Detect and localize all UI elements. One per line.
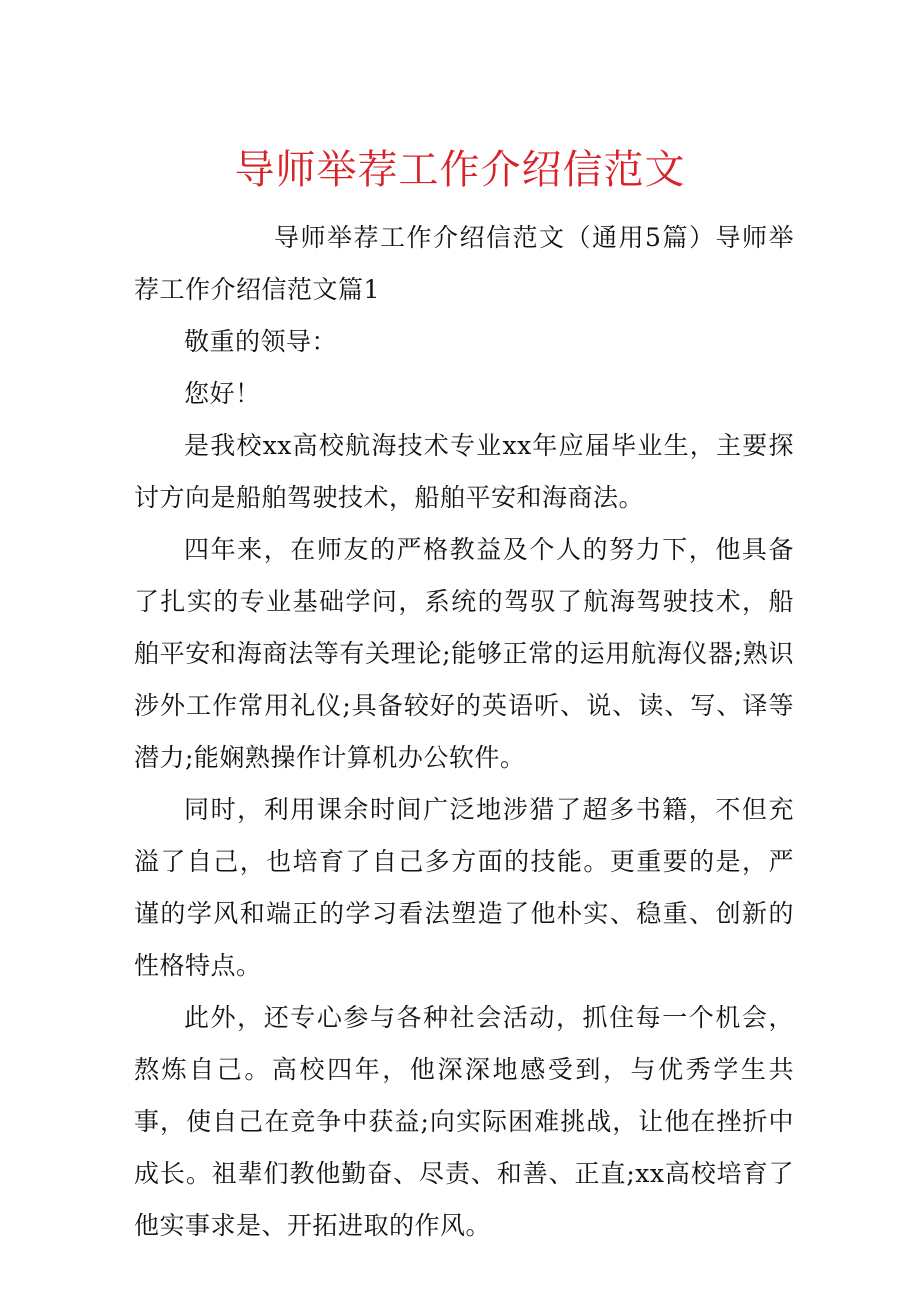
paragraph-greeting: 您好！ <box>184 379 261 408</box>
document-body <box>134 212 794 1252</box>
paragraph-salutation: 敬重的领导： <box>184 327 338 356</box>
paragraph-student-info: 是我校xx高校航海技术专业xx年应届毕业生，主要探讨方向是船舶驾驶技术，船舶平安和海商法。 <box>134 431 794 512</box>
paragraph-intro: 导师举荐工作介绍信范文（通用5篇）导师举荐工作介绍信范文篇1 <box>134 223 794 304</box>
paragraph-skills: 四年来，在师友的严格教益及个人的努力下，他具备了扎实的专业基础学问，系统的驾驭了航海驾驶技术，船舶平安和海商法等有关理论;能够正常的运用航海仪器;熟识涉外工作常用礼仪;具备较好的英语听、说、读、写、译等潜力;能娴熟操作计算机办公软件。 <box>134 535 794 772</box>
paragraph-activities: 此外，还专心参与各种社会活动，抓住每一个机会，熬炼自己。高校四年，他深深地感受到，与优秀学生共事，使自己在竞争中获益;向实际困难挑战，让他在挫折中成长。祖辈们教他勤奋、尽责、和善、正直;xx高校培育了他实事求是、开拓进取的作风。 <box>134 1003 794 1240</box>
document-title: 导师举荐工作介绍信范文 <box>234 147 686 193</box>
paragraph-character: 同时，利用课余时间广泛地涉猎了超多书籍，不但充溢了自己，也培育了自己多方面的技能。更重要的是，严谨的学风和端正的学习看法塑造了他朴实、稳重、创新的性格特点。 <box>134 795 794 980</box>
